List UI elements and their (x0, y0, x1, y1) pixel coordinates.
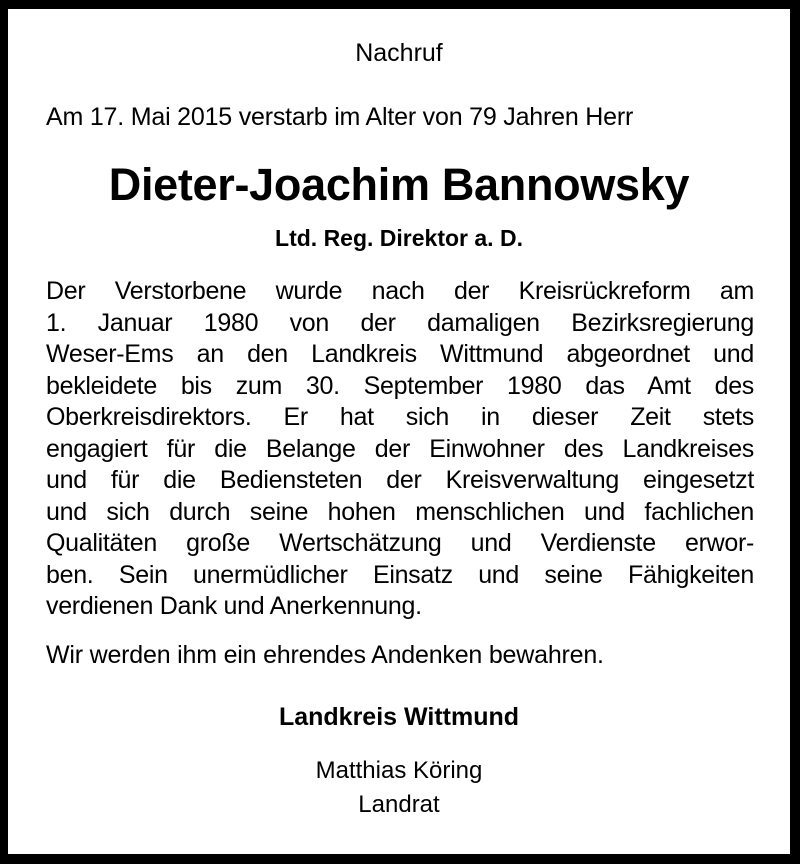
closing-line: Wir werden ihm ein ehrendes Andenken bewahren. (46, 641, 604, 669)
body-paragraph (46, 276, 754, 623)
signer-role: Landrat (358, 791, 440, 818)
body-line: verdienen Dank und Anerkennung. (46, 592, 422, 620)
signer-name: Matthias Köring (315, 757, 483, 784)
body-line: engagiert für die Belange der Einwohner des Landkreises (46, 434, 754, 463)
organization-name: Landkreis Wittmund (278, 703, 520, 731)
obituary-notice (8, 9, 790, 854)
deceased-title: Ltd. Reg. Direktor a. D. (275, 225, 523, 251)
body-line: Weser-Ems an den Landkreis Wittmund abgeordnet und (46, 340, 754, 368)
body-line: Der Verstorbene wurde nach der Kreisrückreform am (46, 277, 754, 305)
notice-heading: Nachruf (355, 39, 443, 67)
body-line: und sich durch seine hohen menschlichen und fachlichen (46, 497, 754, 526)
deceased-name: Dieter-Joachim Bannowsky (108, 159, 690, 210)
body-line: Oberkreisdirektors. Er hat sich in dieser Zeit stets (46, 403, 754, 431)
body-line: bekleidete bis zum 30. September 1980 das Amt des (46, 371, 754, 400)
body-line: und für die Bediensteten der Kreisverwaltung eingesetzt (46, 466, 754, 494)
body-line: 1. Januar 1980 von der damaligen Bezirksregierung (46, 308, 754, 337)
body-line: Qualitäten große Wertschätzung und Verdienste erwor- (46, 529, 754, 557)
body-line: ben. Sein unermüdlicher Einsatz und seine Fähigkeiten (46, 560, 754, 589)
intro-line: Am 17. Mai 2015 verstarb im Alter von 79 Jahren Herr (46, 103, 634, 131)
